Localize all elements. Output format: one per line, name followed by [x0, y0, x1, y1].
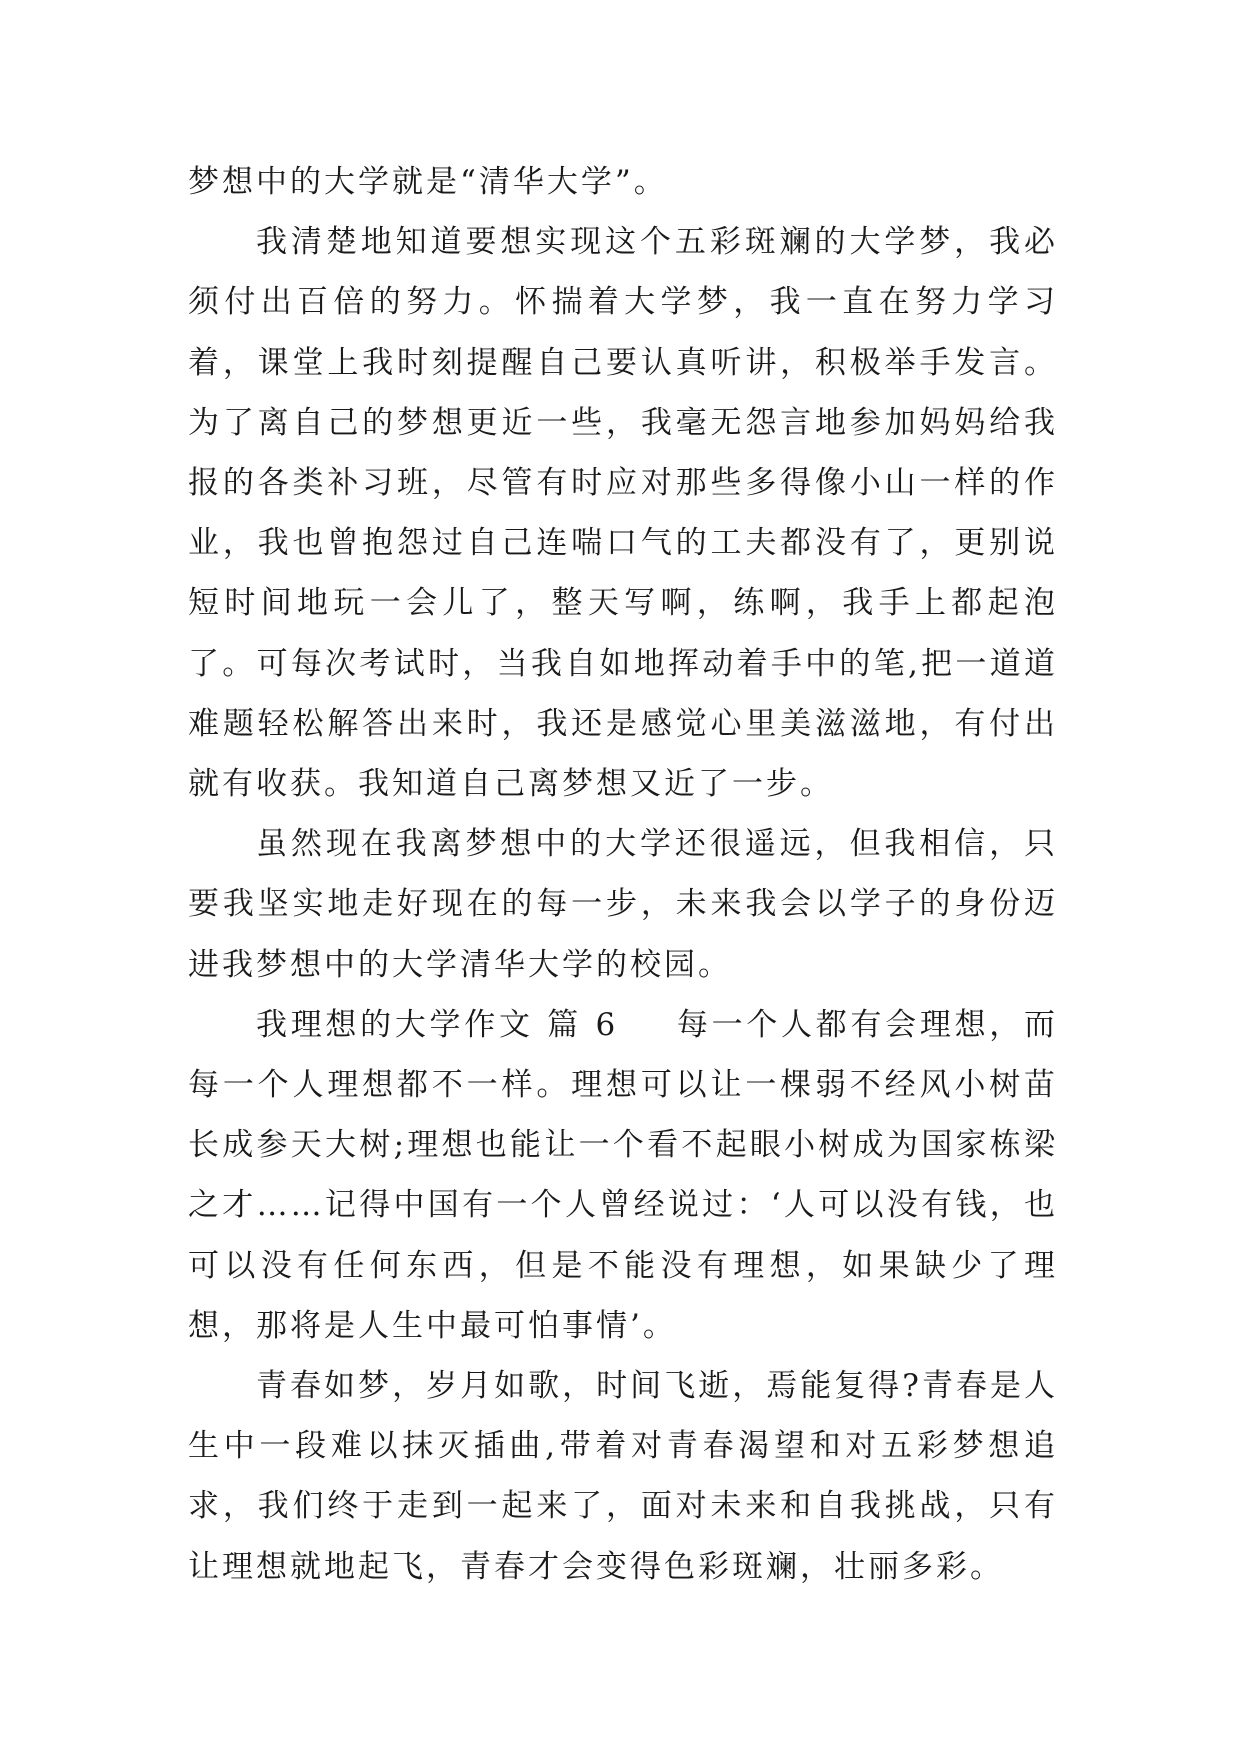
- paragraph-4-text: 每一个人都有会理想，而每一个人理想都不一样。理想可以让一棵弱不经风小树苗长成参天大树;理想也能让一个看不起眼小树成为国家栋梁之才……记得中国有一个人曾经说过：‘人可以没有钱，也可以没有任何东西，但是不能没有理想，如果缺少了理想，那将是人生中最可怕事情’。: [188, 1006, 1058, 1344]
- paragraph-5: 青春如梦，岁月如歌，时间飞逝，焉能复得?青春是人生中一段难以抹灭插曲,带着对青春渴望和对五彩梦想追求，我们终于走到一起来了，面对未来和自我挑战，只有让理想就地起飞，青春才会变得色彩斑斓，壮丽多彩。: [188, 1368, 1058, 1585]
- document-body: [188, 152, 1058, 1597]
- paragraph-1: 梦想中的大学就是“清华大学”。: [188, 164, 668, 200]
- paragraph-3: 虽然现在我离梦想中的大学还很遥远，但我相信，只要我坚实地走好现在的每一步，未来我会以学子的身份迈进我梦想中的大学清华大学的校园。: [188, 826, 1058, 983]
- paragraph-4: [188, 995, 1058, 1356]
- paragraph-2: 我清楚地知道要想实现这个五彩斑斓的大学梦，我必须付出百倍的努力。怀揣着大学梦，我一直在努力学习着，课堂上我时刻提醒自己要认真听讲，积极举手发言。为了离自己的梦想更近一些，我毫无怨言地参加妈妈给我报的各类补习班，尽管有时应对那些多得像小山一样的作业，我也曾抱怨过自己连喘口气的工夫都没有了，更别说短时间地玩一会儿了，整天写啊，练啊，我手上都起泡了。可每次考试时，当我自如地挥动着手中的笔,把一道道难题轻松解答出来时，我还是感觉心里美滋滋地，有付出就有收获。我知道自己离梦想又近了一步。: [188, 224, 1058, 803]
- section-heading: 我理想的大学作文 篇 6: [256, 1006, 619, 1043]
